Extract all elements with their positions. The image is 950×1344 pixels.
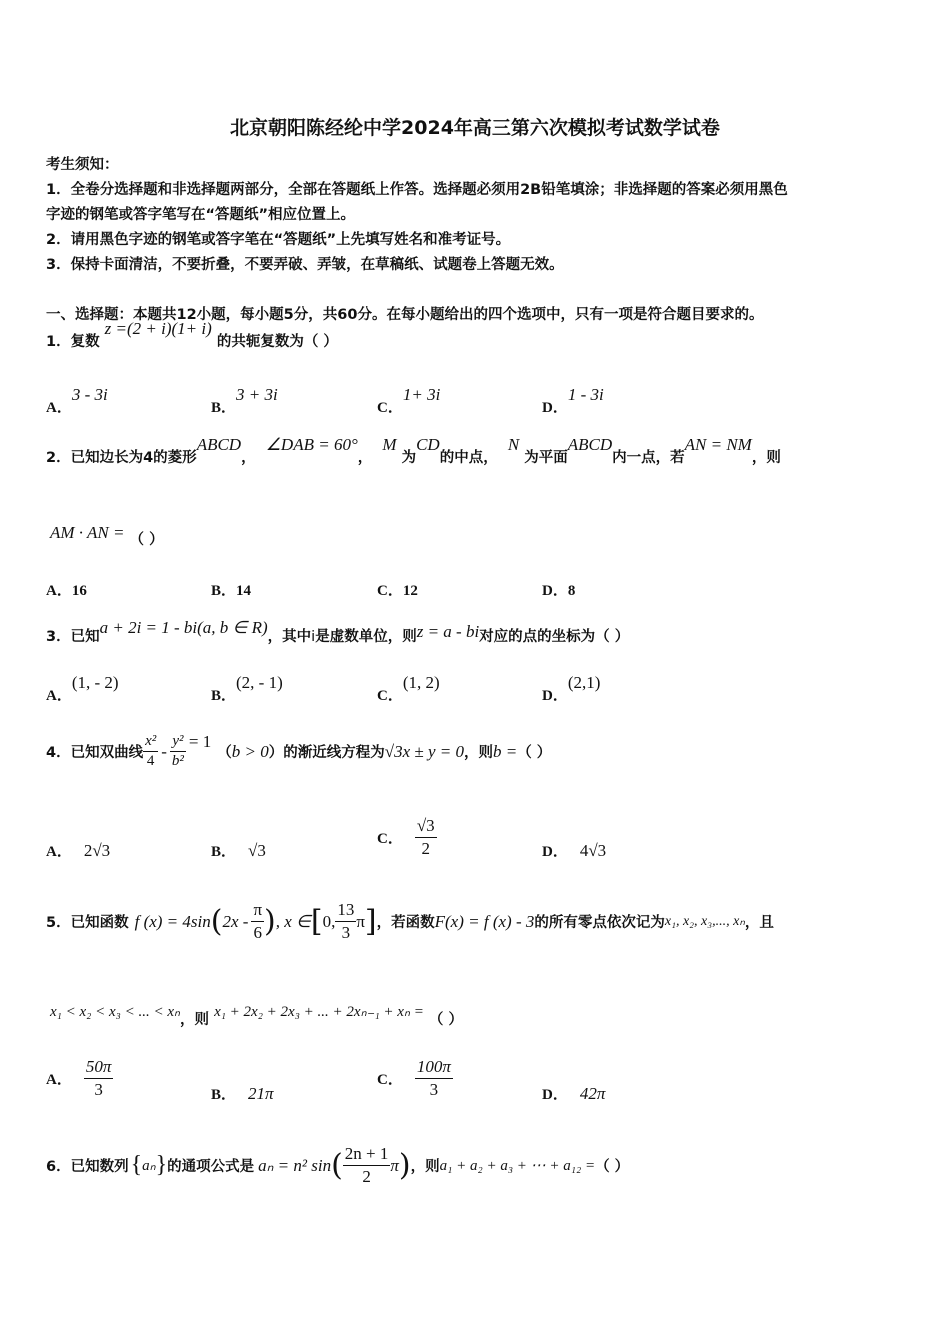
q6-sum: a₁ + a₂ + a₃ + ⋯ + a₁₂ =	[439, 1158, 596, 1174]
q1-option-a: A．3 - 3i	[46, 385, 108, 416]
q5-zeros: x₁, x₂, x₃,..., xₙ	[664, 914, 745, 929]
q5-a-value: $\frac{50\pi}{3}$	[85, 1057, 112, 1099]
notice-line-3: 3．保持卡面清洁，不要折叠，不要弄破、弄皱，在草稿纸、试题卷上答题无效。	[46, 257, 564, 273]
section-heading: 一、选择题：本题共12小题，每小题5分，共60分。在每小题给出的四个选项中，只有一项是符合题目要求的。	[46, 307, 764, 323]
q2-rhombus: ABCD	[196, 435, 242, 454]
q2-paren: （ ）	[129, 532, 164, 548]
q1-expr: z =(2 + i)(1+ i)	[104, 319, 212, 338]
q1-tail: 的共轭复数为（ ）	[216, 334, 338, 350]
q1-a-value: 3 - 3i	[71, 385, 108, 404]
q2-option-a: A．16	[46, 583, 87, 599]
q3-option-c: C．(1, 2)	[377, 673, 440, 704]
q5-option-a: A． $\frac{50\pi}{3}$	[46, 1057, 112, 1099]
q2-option-d: D．8	[542, 583, 576, 599]
question-5: 5．已知函数 f (x) = 4sin ( 2x - $\frac{\pi}{6}$ ) , x ∈ [ 0, $\frac{13}{3}$ π ] ，若函数 F(x) = f (x) - 3 的所有零点依次记为 x₁, x₂, x₃,..., xₙ ，且	[46, 900, 774, 942]
q5-option-d: D． 42π	[542, 1084, 606, 1103]
question-2: 2．已知边长为4的菱形ABCD， ∠DAB = 60°， M 为CD的中点， N 为平面ABCD内一点，若AN = NM，则	[46, 435, 781, 466]
q3-option-a: A．(1, - 2)	[46, 673, 119, 704]
q1-num: 1．复数	[46, 334, 100, 350]
q2-option-b: B．14	[211, 583, 252, 599]
q2-option-c: C．12	[377, 583, 418, 599]
q3-option-d: D．(2,1)	[542, 673, 601, 704]
q5-c-value: $\frac{100\pi}{3}$	[416, 1057, 451, 1099]
q1-option-d: D．1 - 3i	[542, 385, 604, 416]
notice-heading: 考生须知：	[46, 157, 119, 173]
q2-num: 2．已知边长为4的菱形	[46, 450, 197, 466]
q2-plane: ABCD	[567, 435, 613, 454]
q4-option-d: D． 4√3	[542, 841, 607, 860]
q5-line-2: x₁ < x₂ < x₃ < ... < xₙ，则 x₁ + 2x₂ + 2x₃ + ... + 2xₙ₋₁ + xₙ = （ ）	[50, 1004, 463, 1028]
q2-angle: ∠DAB = 60°	[265, 435, 358, 454]
q6-sequence: aₙ	[142, 1158, 156, 1174]
q4-a-value: 2√3	[83, 841, 111, 860]
q6-num: 6．已知数列	[46, 1159, 129, 1175]
question-3: 3．已知a + 2i = 1 - bi(a, b ∈ R)，其中i是虚数单位，则z = a - bi对应的点的坐标为（ ）	[46, 618, 630, 645]
q4-asymptote: √3x ± y = 0	[384, 741, 464, 761]
q3-equation: a + 2i = 1 - bi(a, b ∈ R)	[99, 618, 268, 637]
q5-num: 5．已知函数	[46, 915, 129, 931]
q4-b-value: √3	[248, 841, 266, 860]
question-1	[46, 319, 338, 351]
q2-condition: AN = NM	[684, 435, 752, 454]
q5-b-value: 21π	[248, 1084, 274, 1103]
q4-option-c: C． $\frac{√3}{2}$	[377, 816, 435, 858]
q4-frac-x: $\frac{\text{x²}}{4}$	[145, 733, 157, 769]
q5-order: x₁ < x₂ < x₃ < ... < xₙ	[50, 1004, 180, 1020]
q4-c-value: $\frac{√3}{2}$	[416, 816, 435, 858]
q2-point-n: N	[507, 435, 520, 454]
q3-d-value: (2,1)	[567, 673, 601, 692]
page-title: 北京朝阳陈经纶中学2024年高三第六次模拟考试数学试卷	[230, 117, 720, 139]
q1-c-value: 1+ 3i	[402, 385, 441, 404]
q4-option-b: B． √3	[211, 841, 266, 860]
q3-b-value: (2, - 1)	[236, 673, 283, 692]
q5-option-c: C． $\frac{100\pi}{3}$	[377, 1057, 451, 1099]
q3-num: 3．已知	[46, 629, 100, 645]
q1-option-b: B．3 + 3i	[211, 385, 278, 416]
q5-option-b: B． 21π	[211, 1084, 274, 1103]
q4-frac-y: $\frac{\text{y²}}{\text{b²}}$	[171, 733, 184, 769]
q3-z: z = a - bi	[416, 622, 480, 641]
q4-d-value: 4√3	[579, 841, 607, 860]
q3-c-value: (1, 2)	[402, 673, 440, 692]
q5-F: F(x) = f (x) - 3	[434, 911, 535, 931]
q2-segment-cd: CD	[416, 435, 440, 454]
question-4: 4．已知双曲线 $\frac{\text{x²}}{4}$ - $\frac{\text{y²}}{\text{b²}}$ = 1 （ b > 0 ）的渐近线方程为 √3x ± y = 0 ，则 b = （ ）	[46, 731, 552, 769]
q4-condition: b > 0	[231, 741, 269, 761]
q5-function: f (x) = 4sin	[134, 911, 211, 931]
q4-num: 4．已知双曲线	[46, 745, 144, 761]
q6-formula: aₙ = n² sin	[258, 1155, 332, 1175]
q1-d-value: 1 - 3i	[567, 385, 604, 404]
q2-dot-product: AM · AN = （ ）	[50, 523, 164, 548]
notice-line-2: 2．请用黑色字迹的钢笔或答字笔在“答题纸”上先填写姓名和准考证号。	[46, 232, 511, 248]
q3-a-value: (1, - 2)	[71, 673, 119, 692]
q1-option-c: C．1+ 3i	[377, 385, 441, 416]
q4-b: b =	[492, 741, 518, 761]
q2-point-m: M	[382, 435, 397, 454]
notice-line-1b: 字迹的钢笔或答字笔写在“答题纸”相应位置上。	[46, 207, 356, 223]
q5-sum: x₁ + 2x₂ + 2x₃ + ... + 2xₙ₋₁ + xₙ =	[214, 1004, 424, 1020]
question-6: 6．已知数列 { aₙ } 的通项公式是 aₙ = n² sin ( $\frac{2n + 1}{2}$ π ) ，则 a₁ + a₂ + a₃ + ⋯ + a₁₂ = （ ）	[46, 1144, 630, 1186]
notice-line-1: 1．全卷分选择题和非选择题两部分，全部在答题纸上作答。选择题必须用2B铅笔填涂；非选择题的答案必须用黑色	[46, 182, 788, 198]
q4-option-a: A． 2√3	[46, 841, 111, 860]
q3-option-b: B．(2, - 1)	[211, 673, 283, 704]
q1-b-value: 3 + 3i	[236, 385, 278, 404]
q5-d-value: 42π	[579, 1084, 606, 1103]
